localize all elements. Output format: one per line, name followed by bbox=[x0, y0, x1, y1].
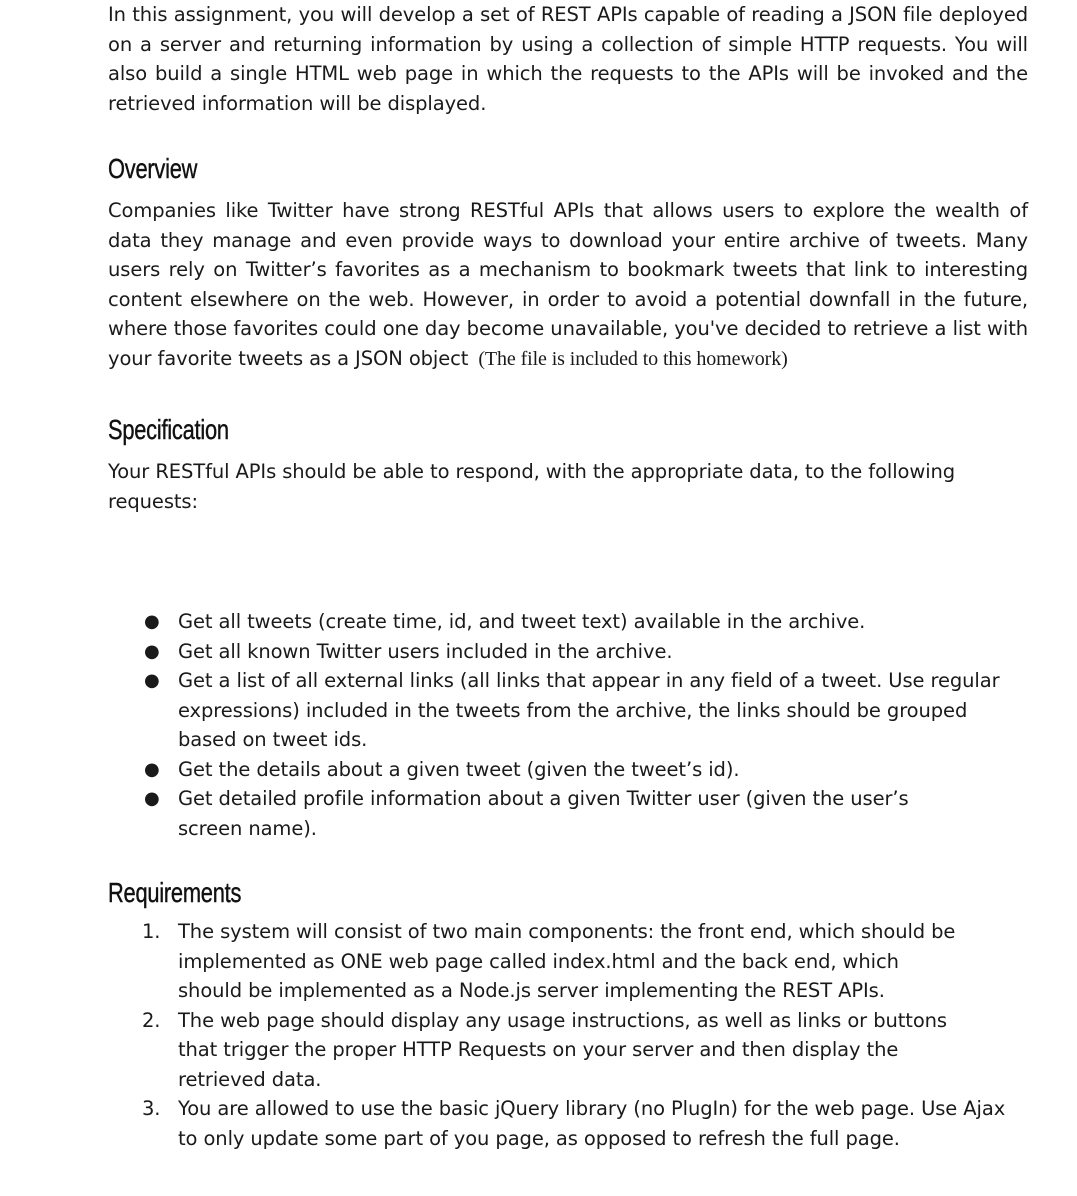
list-number: 1. bbox=[142, 920, 161, 943]
requests-list bbox=[108, 607, 1028, 843]
bullet-marker: ● bbox=[144, 758, 160, 780]
list-number: 2. bbox=[142, 1008, 161, 1032]
list-item-text: The web page should display any usage instructions, as well as links or buttons that trigger the proper HTTP Requests on your server and then display the retrieved data. bbox=[178, 1008, 947, 1091]
bullet-marker: ● bbox=[144, 788, 160, 809]
overview-body: Companies like Twitter have strong RESTful APIs that allows users to explore the wealth of data they manage and even provide ways to download your entire archive of tweets. Many users rely on Twitter’s favorites as a mechanism to bookmark tweets that link to interesting content elsewhere on the web. However, in order to avoid a potential downfall in the future, where those favorites could one day become unavailable, you've decided to retrieve a list with your favorite tweets as a JSON object bbox=[108, 199, 1028, 370]
list-item-text: You are allowed to use the basic jQuery library (no PlugIn) for the web page. Use Ajax to only update some part of you page, as opposed to refresh the full page. bbox=[178, 1097, 1006, 1150]
list-number: 3. bbox=[142, 1097, 161, 1120]
list-item-text: Get the details about a given tweet (given the tweet’s id). bbox=[178, 757, 740, 781]
list-item-text: Get all tweets (create time, id, and tweet text) available in the archive. bbox=[178, 610, 866, 633]
intro-paragraph: In this assignment, you will develop a set of REST APIs capable of reading a JSON file deployed on a server and returning information by using a collection of simple HTTP requests. You will also build a single HTML web page in which the requests to the APIs will be invoked and the retrieved information will be displayed. bbox=[108, 3, 1028, 115]
list-item bbox=[108, 784, 1028, 843]
bullet-marker: ● bbox=[144, 640, 160, 662]
list-item bbox=[108, 1006, 1028, 1095]
requirements-heading: Requirements bbox=[108, 877, 242, 908]
list-item bbox=[108, 666, 1028, 755]
list-item bbox=[108, 637, 1028, 667]
list-item bbox=[108, 607, 1028, 637]
bullet-marker: ● bbox=[144, 670, 160, 691]
specification-paragraph: Your RESTful APIs should be able to respond, with the appropriate data, to the following requests: bbox=[108, 460, 956, 513]
specification-heading: Specification bbox=[108, 414, 229, 445]
list-item-text: The system will consist of two main components: the front end, which should be implemented as ONE web page called index.html and the back end, which should be implemented as a Node.js server implementing the REST APIs. bbox=[178, 920, 956, 1002]
requirements-list bbox=[108, 917, 1028, 1153]
list-item bbox=[108, 917, 1028, 1006]
list-item-text: Get detailed profile information about a given Twitter user (given the user’s screen name). bbox=[178, 787, 909, 840]
list-item bbox=[108, 755, 1028, 785]
list-item-text: Get a list of all external links (all links that appear in any field of a tweet. Use regular expressions) included in the tweets from the archive, the links should be grouped based on tweet ids. bbox=[178, 669, 1000, 751]
list-item bbox=[108, 1094, 1028, 1153]
overview-paragraph bbox=[108, 196, 1028, 374]
overview-heading: Overview bbox=[108, 153, 198, 184]
bullet-marker: ● bbox=[144, 611, 160, 632]
list-item-text: Get all known Twitter users included in the archive. bbox=[178, 639, 673, 663]
overview-note: (The file is included to this homework) bbox=[478, 347, 788, 370]
